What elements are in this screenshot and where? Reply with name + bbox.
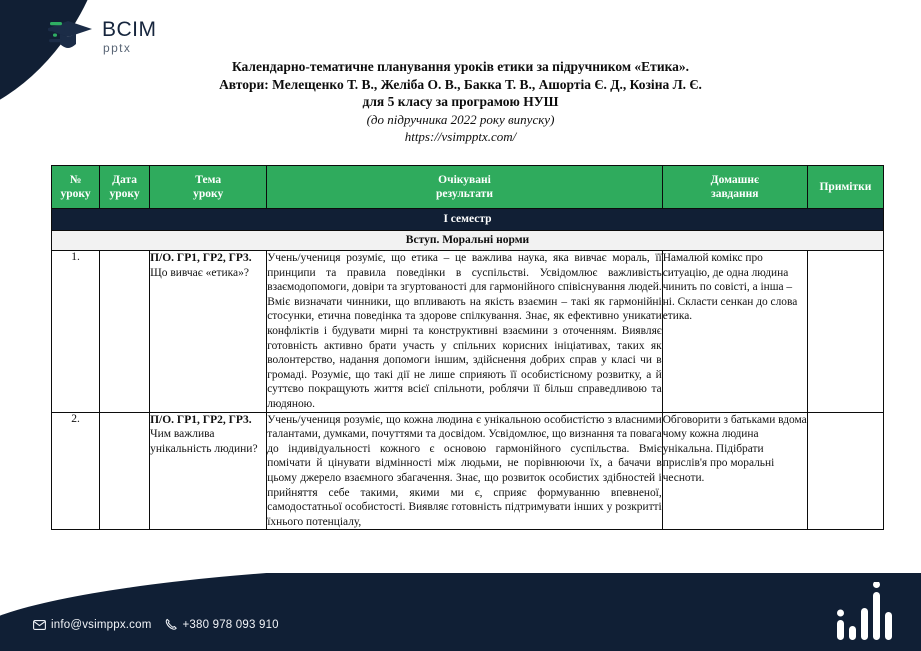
cell-homework: Намалюй комікс про ситуацію, де одна людина чинить по совісті, а інша – ні. Скласти сенкан до слова етика. xyxy=(662,251,807,413)
cell-expected-results: Учень/учениця розуміє, що етика – це важлива наука, яка вивчає мораль, її принципи та правила поведінки в суспільстві. Усвідомлює важливість взаємодопомоги, довіри та згуртованості для гармонійного співіснування людей. Вміє визначати чинники, що впливають на якість взаємин – такі як гармонійні стосунки, етична поведінка та здорове спілкування. Знає, як ефективно уникати конфліктів і будувати мирні та конструктивні взаємини з оточенням. Виявляє готовність активно брати участь у спільних корисних ініціативах, таких як волонтерство, надання допомоги іншим, здійснення добрих справ у класі чи в громаді. Розуміє, що такі дії не лише сприяють її особистісному розвитку, а й суттєво покращують життя всієї спільноти, роблячи її більш справедливою та людяною. xyxy=(267,251,662,413)
title-line-4: (до підручника 2022 року випуску) xyxy=(366,111,555,127)
bar-chart-icon xyxy=(837,582,899,645)
footer-phone[interactable] xyxy=(165,618,279,631)
phone-icon xyxy=(165,618,178,631)
header-line-1: Тема xyxy=(195,174,222,186)
title-line-2: Автори: Мелещенко Т. В., Желіба О. В., Бакка Т. В., Ашортіа Є. Д., Козіна Л. Є. xyxy=(219,76,702,92)
header-line-1: Домашнє xyxy=(710,174,759,186)
header-lesson-date xyxy=(100,166,150,209)
table-header-row xyxy=(52,166,884,209)
cell-expected-results: Учень/учениця розуміє, що кожна людина є унікальною особистістю з власними талантами, думками, почуттями та досвідом. Усвідомлює, що визнання та повага до індивідуальності кожного є основою гармонійного суспільства. Вміє помічати й цінувати відмінності між людьми, не порівнюючи їх, а бачачи в цьому джерело взаємного збагачення. Знає, що розвиток особистих здібностей і прийняття себе такими, якими ми є, сприяє формуванню впевненої, самодостатньої особистості. Виявляє готовність підтримувати інших у розкритті їхнього потенціалу, xyxy=(267,412,662,530)
header-line-1: Дата xyxy=(112,174,138,186)
header-expected-results xyxy=(267,166,662,209)
footer-contact-info xyxy=(33,618,279,631)
table-row xyxy=(52,412,884,530)
graduation-cap-icon xyxy=(48,17,94,56)
logo-subtext: pptx xyxy=(103,41,132,55)
header-lesson-topic xyxy=(150,166,267,209)
section-divider-row xyxy=(52,231,884,251)
topic-code: П/О. ГР1, ГР2, ГР3. xyxy=(150,252,252,264)
header-notes xyxy=(807,166,883,209)
cell-notes xyxy=(807,412,883,530)
topic-text: Що вивчає «етика»? xyxy=(150,266,250,279)
title-source-url: https://vsimpptx.com/ xyxy=(404,129,517,144)
footer-email-text: info@vsimppx.com xyxy=(51,618,152,631)
cell-lesson-number: 2. xyxy=(52,412,100,530)
cell-lesson-number: 1. xyxy=(52,251,100,413)
page-title xyxy=(0,58,921,146)
brand-logo xyxy=(48,17,157,56)
header-line-2: уроку xyxy=(193,188,224,200)
topic-code: П/О. ГР1, ГР2, ГР3. xyxy=(150,413,252,426)
cell-homework: Обговорити з батьками вдома чому кожна людина унікальна. Підібрати прислів'я про моральні чесноти. xyxy=(662,412,807,530)
lesson-plan-table xyxy=(51,165,884,530)
topic-text: Чим важлива унікальність людини? xyxy=(150,428,258,455)
title-line-1: Календарно-тематичне планування уроків етики за підручником «Етика». xyxy=(231,59,690,74)
title-line-3: для 5 класу за програмою НУШ xyxy=(362,94,559,109)
semester-label: I семестр xyxy=(52,209,884,231)
header-line-2: уроку xyxy=(109,188,140,200)
header-lesson-number xyxy=(52,166,100,209)
cell-lesson-date xyxy=(100,251,150,413)
header-line-1: № xyxy=(69,174,82,186)
logo-wordmark: BCIM xyxy=(102,18,157,41)
cell-lesson-date xyxy=(100,412,150,530)
section-label: Вступ. Моральні норми xyxy=(52,231,884,251)
header-line-1: Примітки xyxy=(819,181,872,193)
cell-notes xyxy=(807,251,883,413)
semester-divider-row xyxy=(52,209,884,231)
envelope-icon xyxy=(33,620,46,630)
header-line-1: Очікувані xyxy=(438,174,491,186)
table-row xyxy=(52,251,884,413)
cell-lesson-topic xyxy=(150,412,267,530)
footer-phone-text: +380 978 093 910 xyxy=(182,618,279,631)
header-homework xyxy=(662,166,807,209)
footer-band xyxy=(0,573,921,651)
footer-email[interactable] xyxy=(33,619,152,631)
header-line-2: результати xyxy=(435,188,493,200)
header-line-2: завдання xyxy=(711,188,759,200)
cell-lesson-topic xyxy=(150,251,267,413)
header-line-2: уроку xyxy=(60,188,91,200)
footer-shape xyxy=(0,573,921,651)
